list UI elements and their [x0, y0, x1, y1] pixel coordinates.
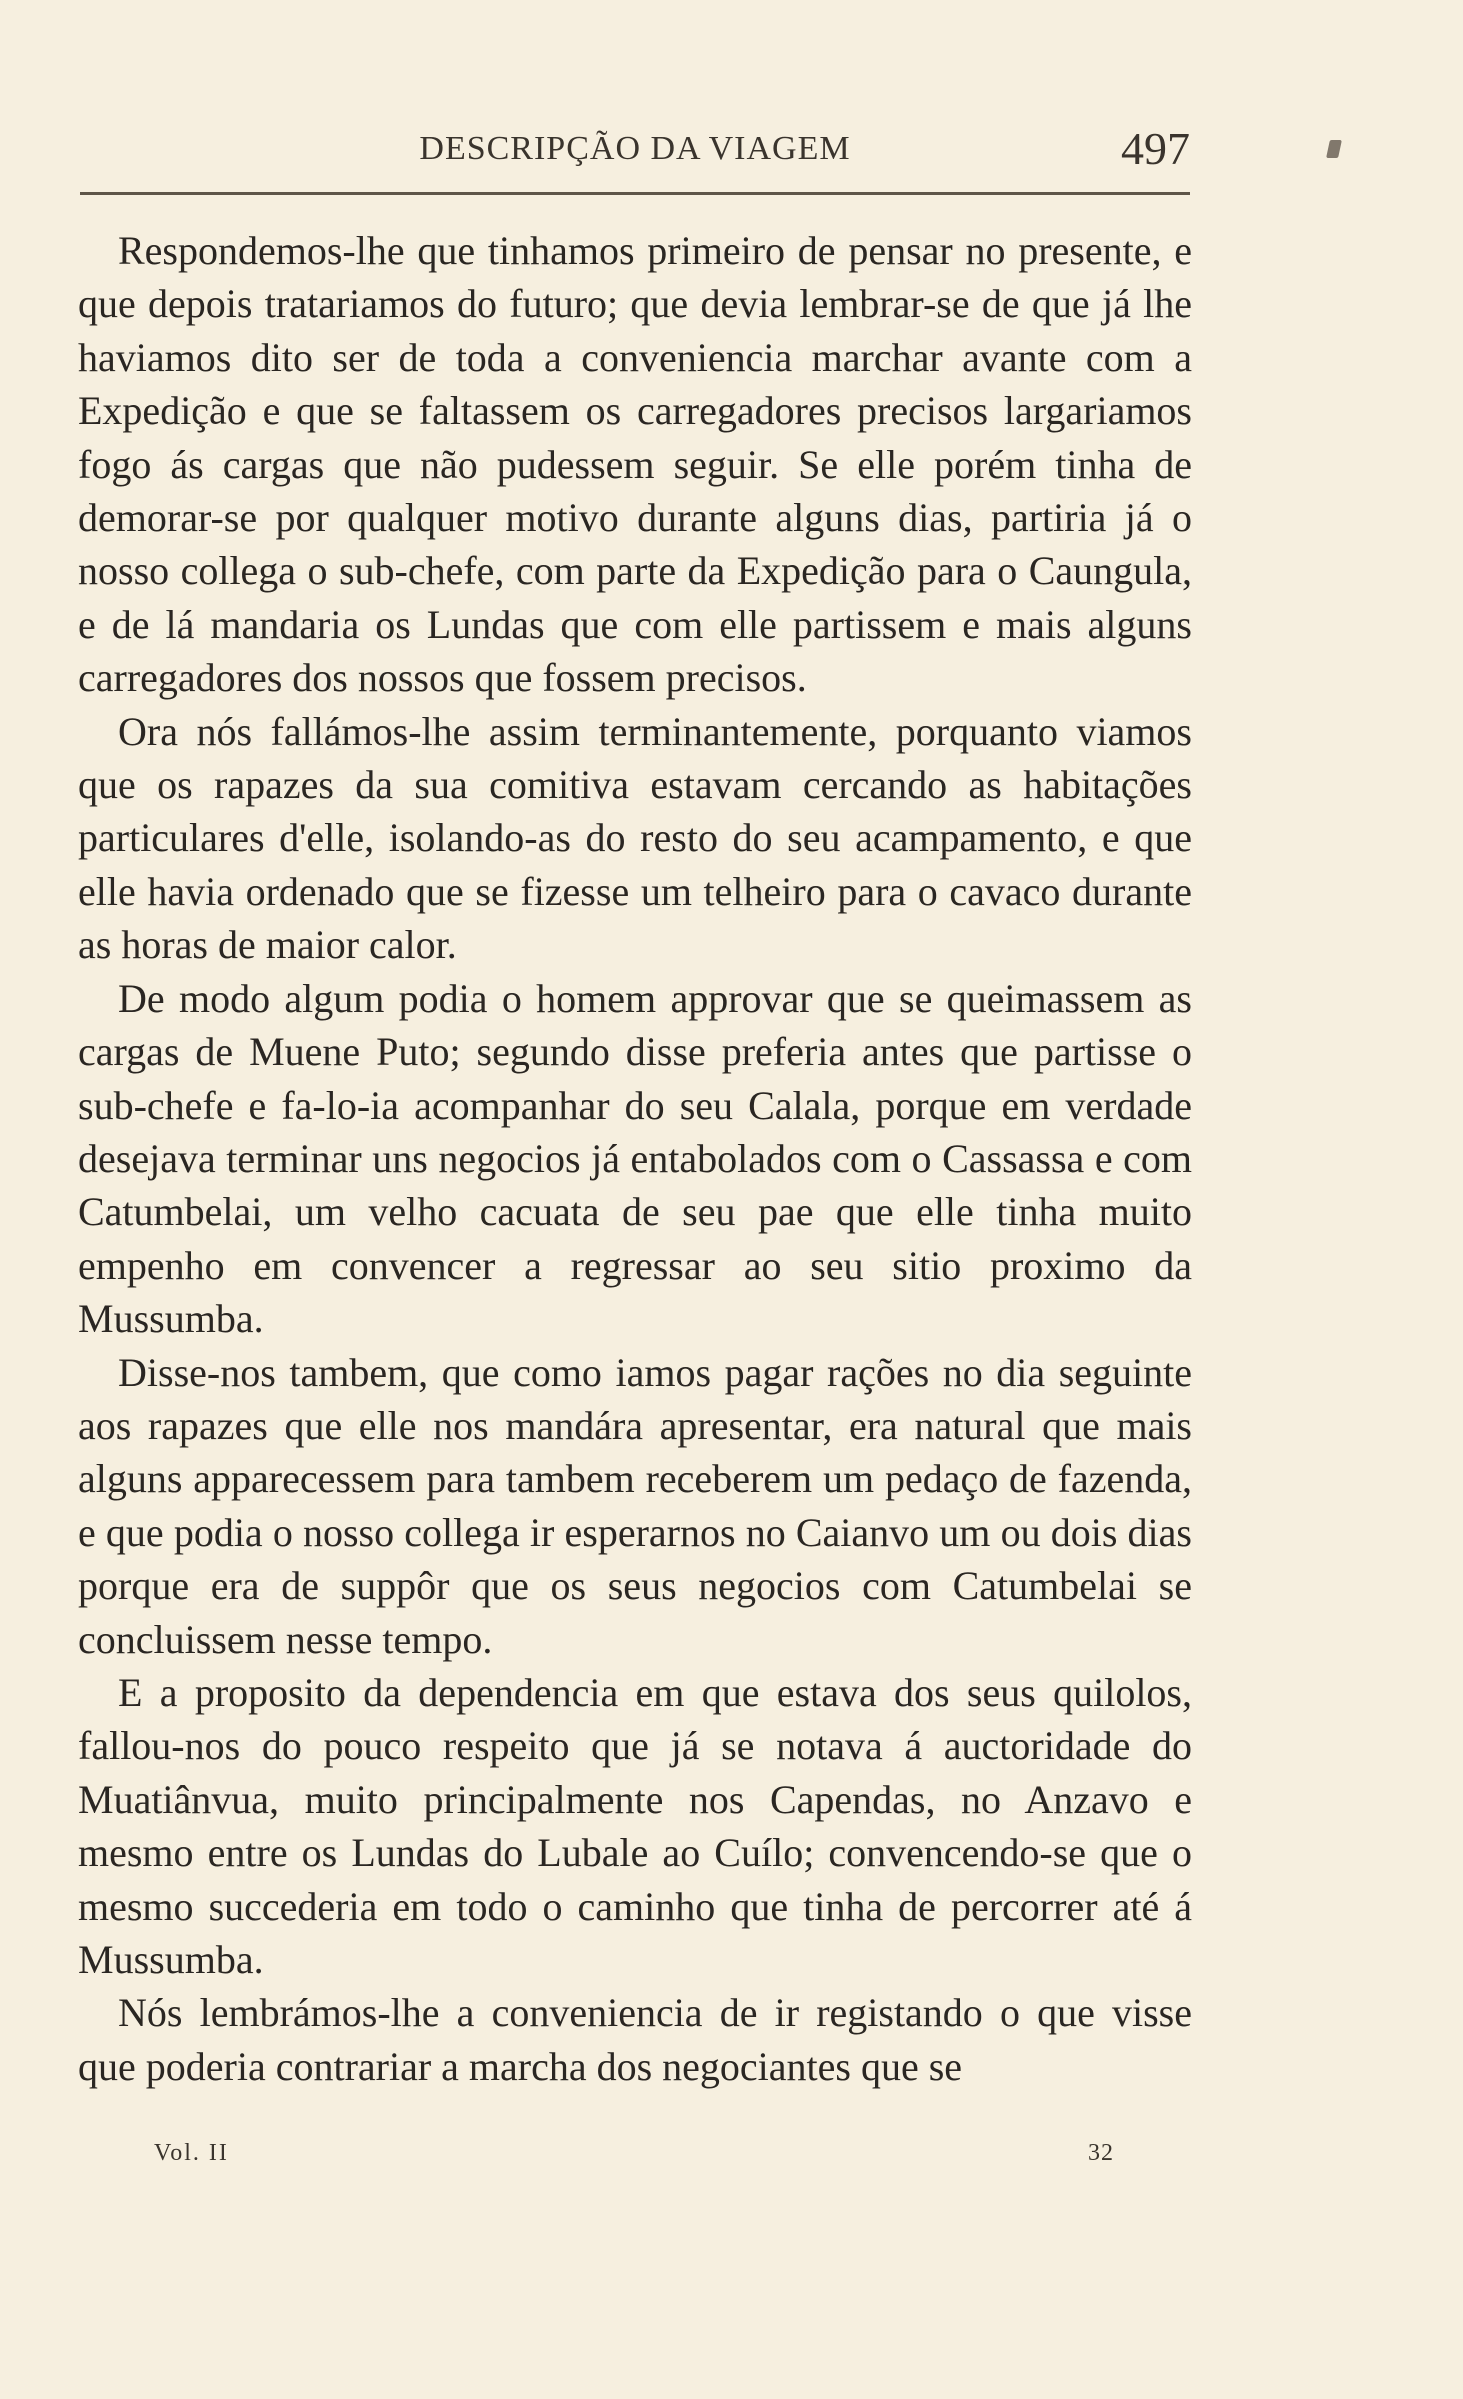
body-text: [78, 224, 1192, 2093]
header-rule: [80, 192, 1190, 195]
page-footer: [154, 2140, 1114, 2180]
volume-signature: Vol. II: [154, 2140, 229, 2166]
paragraph-1: Respondemos-lhe que tinhamos primeiro de pensar no presente, e que depois tratariamos do futuro; que devia lembrar-se de que já lhe haviamos dito ser de toda a conveniencia marchar avante com a Expedição e que se faltassem os carregadores precisos largariamos fogo ás cargas que não pudessem seguir. Se elle porém tinha de demorar-se por qualquer motivo durante alguns dias, partiria já o nosso collega o sub-chefe, com parte da Expedição para o Caungula, e de lá mandaria os Lundas que com elle partissem e mais alguns carregadores dos nossos que fossem precisos.: [78, 228, 1192, 701]
ink-mark: [1326, 140, 1342, 158]
sheet-number: 32: [1088, 2140, 1114, 2166]
paragraph-3: De modo algum podia o homem approvar que se queimassem as cargas de Muene Puto; segundo disse preferia antes que partisse o sub-chefe e fa-lo-ia acompanhar do seu Calala, porque em verdade desejava terminar uns negocios já entabolados com o Cassassa e com Catumbelai, um velho cacuata de seu pae que elle tinha muito empenho em convencer a regressar ao seu sitio proximo da Mussumba.: [78, 975, 1192, 1342]
paragraph-6: Nós lembrámos-lhe a conveniencia de ir registando o que visse que poderia contrariar a marcha dos negociantes que se: [78, 1990, 1192, 2089]
paragraph-5: E a proposito da dependencia em que estava dos seus quilolos, fallou-nos do pouco respeito que já se notava á auctoridade do Muatiânvua, muito principalmente nos Capendas, no Anzavo e mesmo entre os Lundas do Lubale ao Cuílo; convencendo-se que o mesmo succederia em todo o caminho que tinha de percorrer até á Mussumba.: [78, 1669, 1192, 1982]
paragraph-2: Ora nós fallámos-lhe assim terminantemente, porquanto viamos que os rapazes da sua comitiva estavam cercando as habitações particulares d'elle, isolando-as do resto do seu acampamento, e que elle havia ordenado que se fizesse um telheiro para o cavaco durante as horas de maior calor.: [78, 708, 1192, 968]
paragraph-4: Disse-nos tambem, que como iamos pagar rações no dia seguinte aos rapazes que elle nos mandára apresentar, era natural que mais alguns apparecessem para tambem receberem um pedaço de fazenda, e que podia o nosso collega ir esperarnos no Caianvo um ou dois dias porque era de suppôr que os seus negocios com Catumbelai se concluissem nesse tempo.: [78, 1349, 1192, 1662]
running-title: DESCRIPÇÃO DA VIAGEM: [419, 130, 851, 167]
page-number: 497: [1121, 123, 1190, 174]
page-header: [80, 122, 1190, 174]
